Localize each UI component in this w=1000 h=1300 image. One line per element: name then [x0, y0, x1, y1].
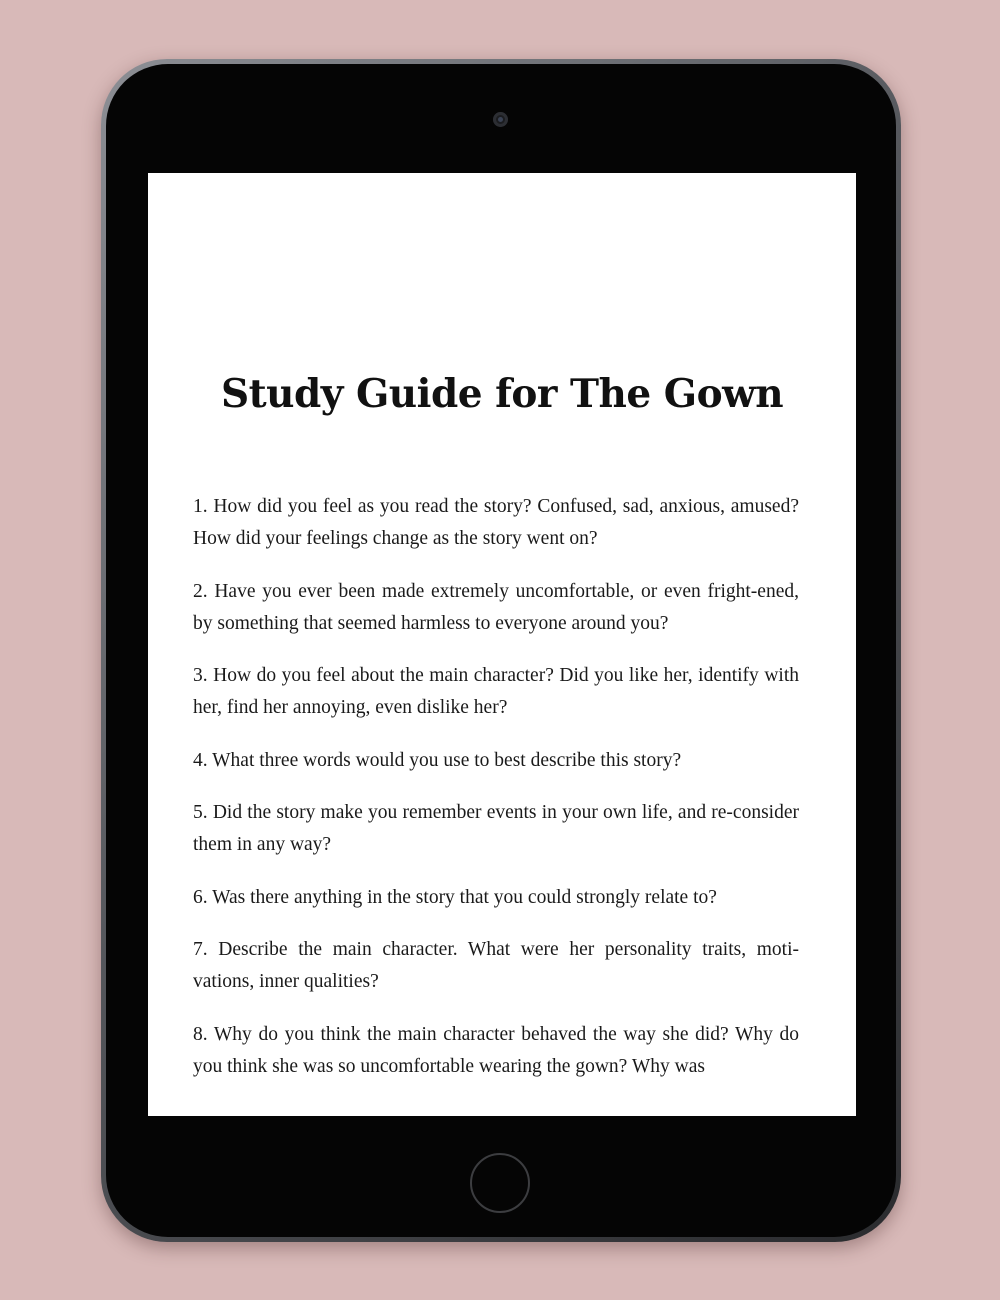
question-item-4: 4. What three words would you use to best describe this story? — [193, 749, 682, 771]
tablet-screen — [148, 173, 856, 1116]
question-item-5: 5. Did the story make you remember events in your own life, and re-consider them in any way? — [193, 802, 799, 855]
question-item-7: 7. Describe the main character. What were her personality traits, moti-vations, inner qualities? — [193, 939, 799, 992]
question-item-2: 2. Have you ever been made extremely uncomfortable, or even fright-ened, by something that seemed harmless to everyone around you? — [193, 580, 799, 634]
document-title: Study Guide for The Gown — [220, 371, 784, 417]
question-list — [193, 491, 799, 1103]
front-camera-icon — [493, 112, 508, 127]
question-item-8: 8. Why do you think the main character behaved the way she did? Why do you think she was so uncomfortable wearing the gown? Why was — [193, 1023, 799, 1077]
question-item-3: 3. How do you feel about the main character? Did you like her, identify with her, find her annoying, even dislike her? — [193, 665, 799, 718]
home-button[interactable] — [470, 1153, 530, 1213]
question-item-1: 1. How did you feel as you read the story? Confused, sad, anxious, amused? How did your feelings change as the story went on? — [193, 496, 799, 549]
question-item-6: 6. Was there anything in the story that you could strongly relate to? — [193, 886, 717, 908]
